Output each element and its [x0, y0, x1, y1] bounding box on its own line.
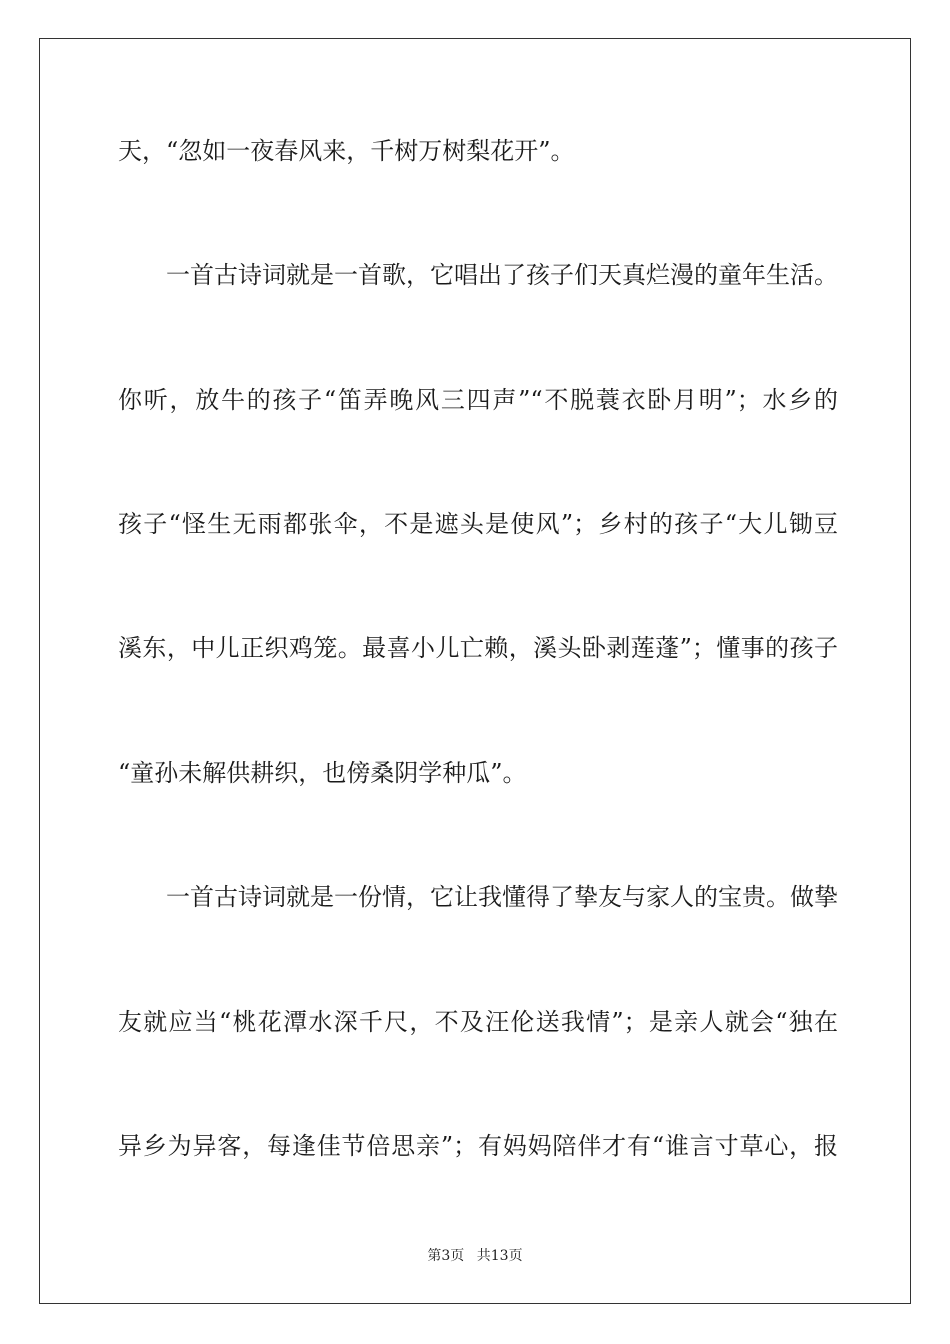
paragraph-line-5: 溪东，中儿正织鸡笼。最喜小儿亡赖，溪头卧剥莲蓬”；懂事的孩子 — [118, 634, 838, 662]
paragraph-line-7: 一首古诗词就是一份情，它让我懂得了挚友与家人的宝贵。做挚 — [166, 883, 838, 911]
paragraph-line-6: “童孙未解供耕织，也傍桑阴学种瓜”。 — [118, 759, 527, 787]
page-total: 共13页 — [476, 1248, 523, 1264]
paragraph-line-8: 友就应当“桃花潭水深千尺，不及汪伦送我情”；是亲人就会“独在 — [118, 1008, 838, 1036]
page-footer — [0, 1246, 950, 1266]
paragraph-line-9: 异乡为异客，每逢佳节倍思亲”；有妈妈陪伴才有“谁言寸草心，报 — [118, 1132, 838, 1160]
paragraph-line-2: 一首古诗词就是一首歌，它唱出了孩子们天真烂漫的童年生活。 — [166, 261, 838, 289]
page-number: 第3页 — [427, 1248, 465, 1264]
paragraph-line-1: 天，“忽如一夜春风来，千树万树梨花开”。 — [118, 137, 575, 165]
paragraph-line-3: 你听，放牛的孩子“笛弄晚风三四声”“不脱蓑衣卧月明”；水乡的 — [118, 386, 838, 414]
page-border — [39, 38, 911, 1304]
paragraph-line-4: 孩子“怪生无雨都张伞，不是遮头是使风”；乡村的孩子“大儿锄豆 — [118, 510, 838, 538]
